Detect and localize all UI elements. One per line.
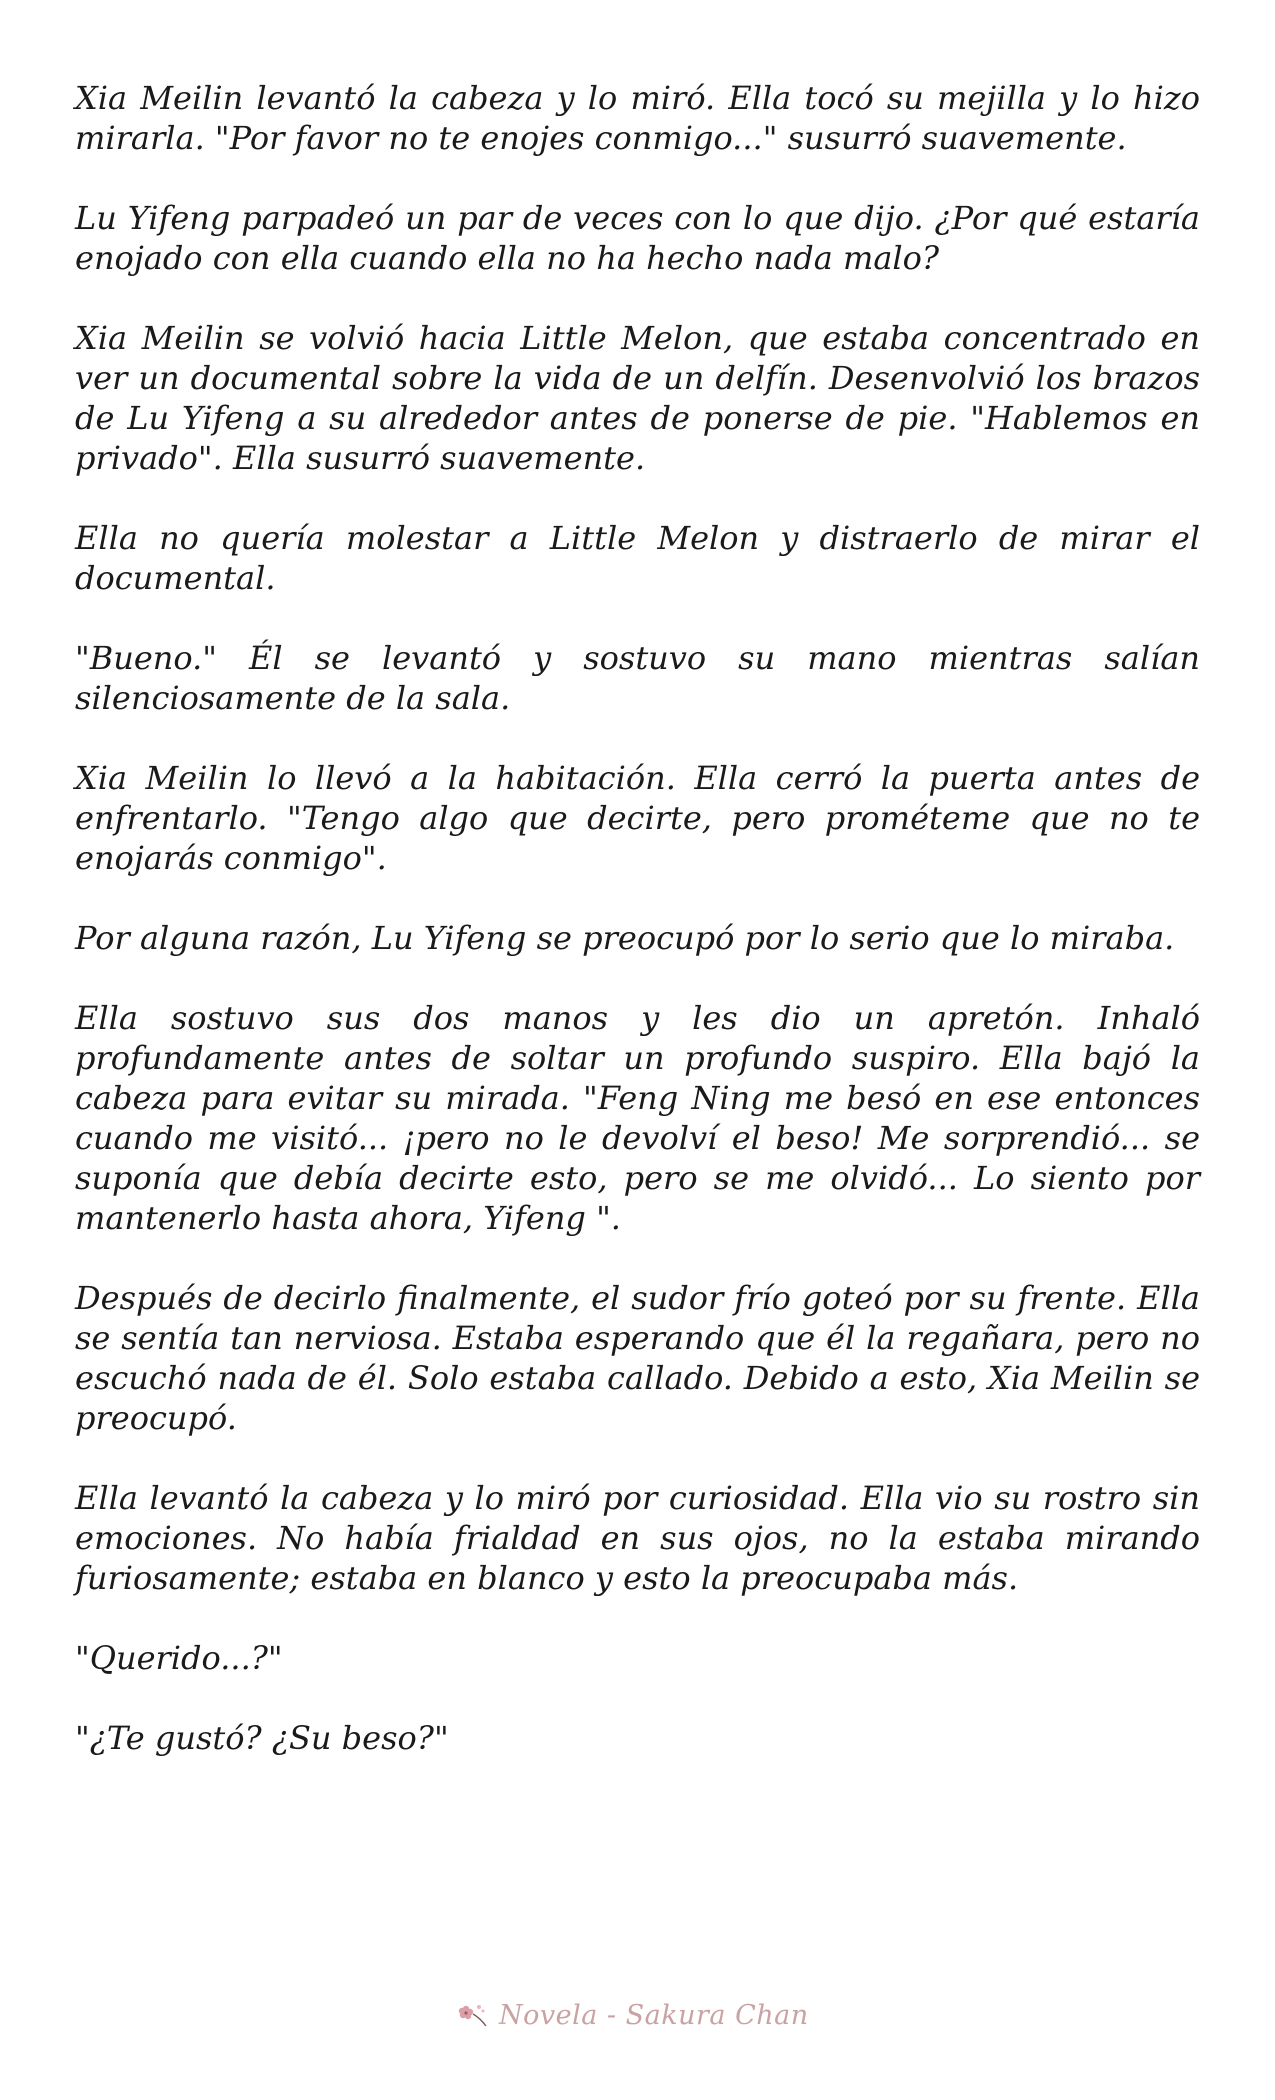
paragraph: "Querido...?" xyxy=(75,1639,283,1677)
watermark-text: Novela - Sakura Chan xyxy=(499,1999,809,2031)
watermark xyxy=(455,1985,835,2045)
sakura-flower-icon xyxy=(455,2000,489,2030)
paragraph: "Bueno." Él se levantó y sostuvo su mano mientras salían silenciosamente de la sala. xyxy=(75,639,1200,717)
paragraph: Xia Meilin se volvió hacia Little Melon, que estaba concentrado en ver un documental sobre la vida de un delfín. Desenvolvió los brazos de Lu Yifeng a su alrededor antes de ponerse de pie. "Hablemos en privado". Ella susurró suavemente. xyxy=(75,319,1200,477)
paragraph: Ella no quería molestar a Little Melon y distraerlo de mirar el documental. xyxy=(75,519,1200,597)
paragraph: Después de decirlo finalmente, el sudor frío goteó por su frente. Ella se sentía tan nerviosa. Estaba esperando que él la regañara, pero no escuchó nada de él. Solo estaba callado. Debido a esto, Xia Meilin se preocupó. xyxy=(75,1279,1200,1437)
chapter-text xyxy=(75,78,1200,1798)
paragraph: Xia Meilin lo llevó a la habitación. Ella cerró la puerta antes de enfrentarlo. "Tengo algo que decirte, pero prométeme que no te enojarás conmigo". xyxy=(75,759,1200,877)
paragraph: Lu Yifeng parpadeó un par de veces con lo que dijo. ¿Por qué estaría enojado con ella cuando ella no ha hecho nada malo? xyxy=(75,199,1200,277)
paragraph: "¿Te gustó? ¿Su beso?" xyxy=(75,1719,449,1757)
paragraph: Ella levantó la cabeza y lo miró por curiosidad. Ella vio su rostro sin emociones. No había frialdad en sus ojos, no la estaba mirando furiosamente; estaba en blanco y esto la preocupaba más. xyxy=(75,1479,1200,1597)
paragraph: Ella sostuvo sus dos manos y les dio un apretón. Inhaló profundamente antes de soltar un profundo suspiro. Ella bajó la cabeza para evitar su mirada. "Feng Ning me besó en ese entonces cuando me visitó... ¡pero no le devolví el beso! Me sorprendió... se suponía que debía decirte esto, pero se me olvidó... Lo siento por mantenerlo hasta ahora, Yifeng ". xyxy=(75,999,1200,1237)
paragraph: Por alguna razón, Lu Yifeng se preocupó por lo serio que lo miraba. xyxy=(75,919,1175,957)
paragraph: Xia Meilin levantó la cabeza y lo miró. Ella tocó su mejilla y lo hizo mirarla. "Por favor no te enojes conmigo..." susurró suavemente. xyxy=(75,79,1200,157)
